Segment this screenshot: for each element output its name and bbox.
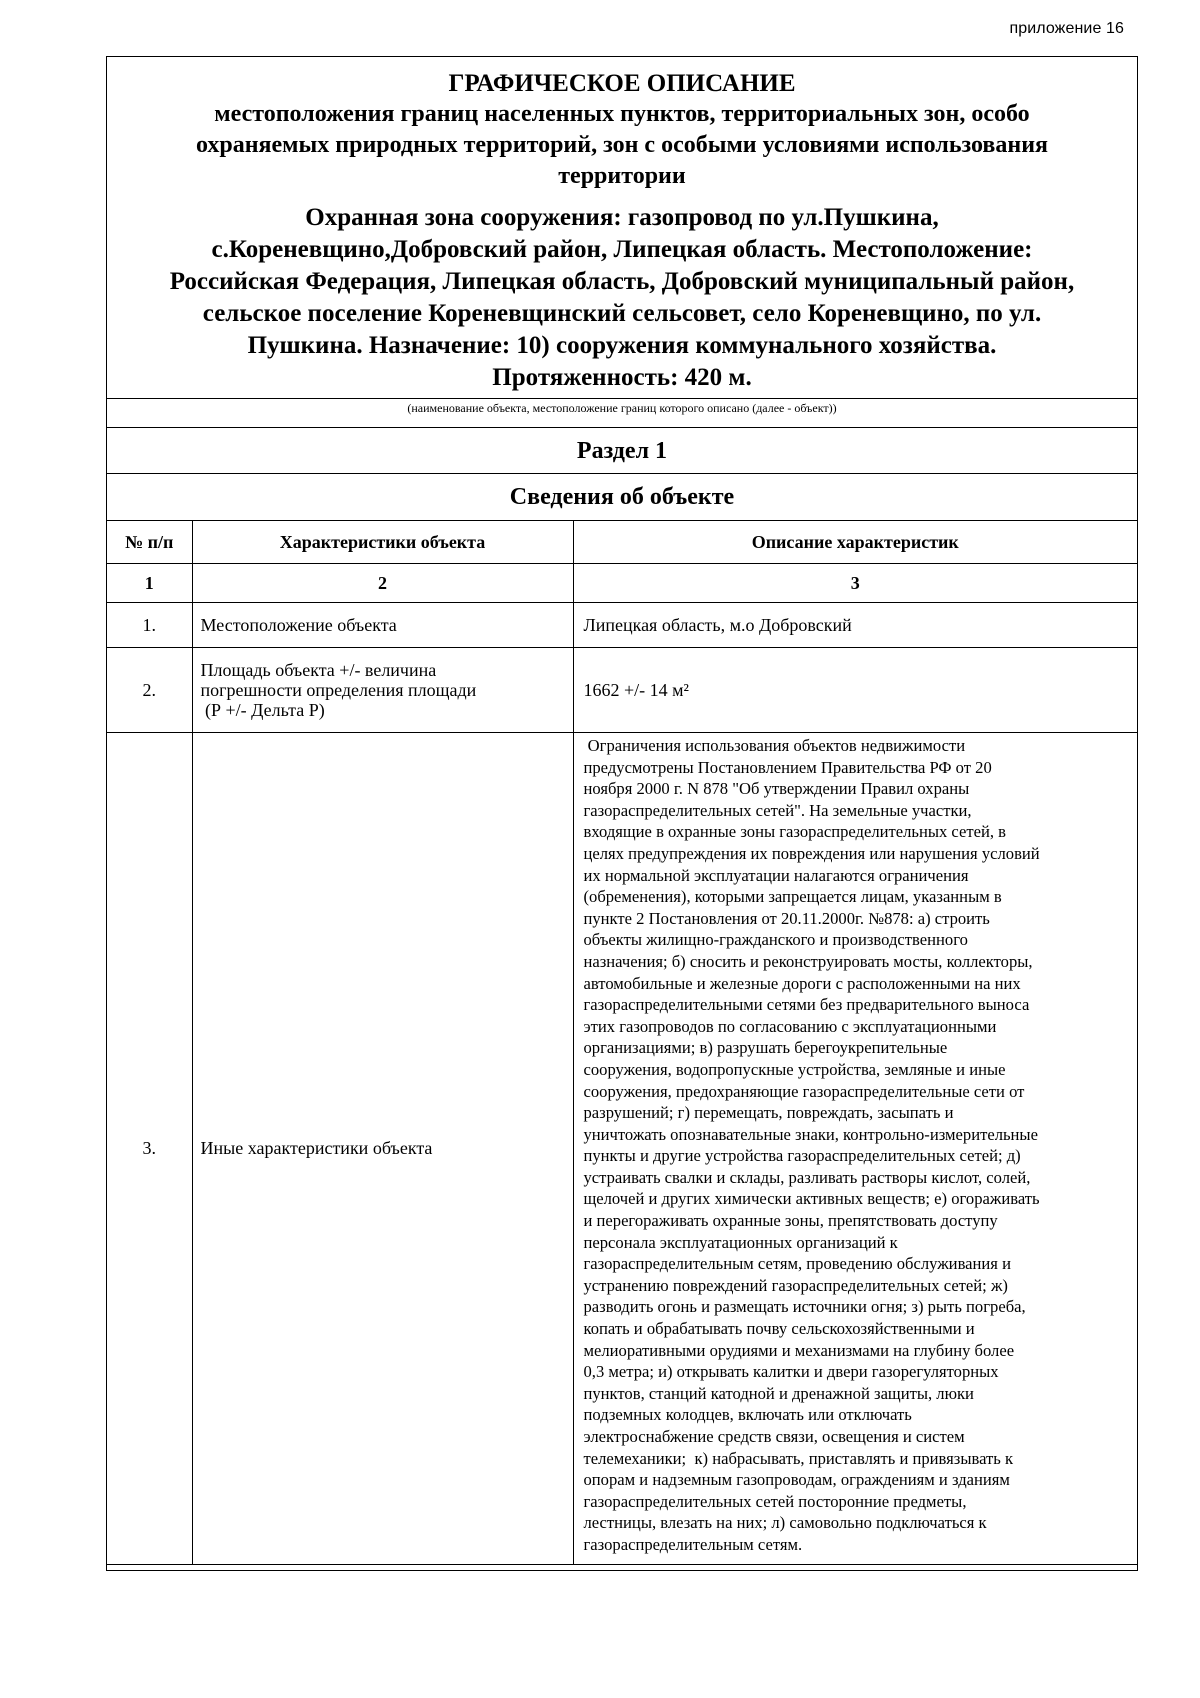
restriction-line: электроснабжение средств связи, освещения и систем — [583, 1427, 965, 1446]
section-title: Раздел 1 — [107, 427, 1137, 473]
restriction-line: сооружения, предохраняющие газораспределительные сети от — [583, 1081, 1025, 1101]
restriction-line: персонала эксплуатационных организаций к — [583, 1232, 898, 1252]
table-header-row — [107, 521, 1137, 564]
restriction-line: пункте 2 Постановления от 20.11.2000г. №878: а) строить — [583, 908, 990, 928]
restriction-line: автомобильные и железные дороги с расположенными на них — [583, 973, 1021, 993]
restriction-line: пункты и другие устройства газораспределительных сетей; д) — [583, 1146, 1021, 1166]
characteristic-line: Площадь объекта +/- величина — [200, 660, 437, 680]
subtitle-line: местоположения границ населенных пунктов, территориальных зон, особо — [214, 101, 1030, 127]
row-number: 2. — [107, 648, 192, 733]
row-description-restrictions — [573, 733, 1137, 1564]
object-line: сельское поселение Кореневщинский сельсовет, село Кореневщино, по ул. — [202, 300, 1042, 327]
restriction-line: пунктов, станций катодной и дренажной защиты, люки — [583, 1383, 974, 1403]
object-line: Протяженность: 420 м. — [492, 364, 752, 391]
restriction-line: газораспределительными сетями без предварительного выноса — [583, 995, 1030, 1015]
row-number: 1. — [107, 603, 192, 648]
column-number: 3 — [573, 564, 1137, 603]
restriction-line: этих газопроводов по согласованию с эксплуатационными — [583, 1016, 997, 1036]
restriction-line: устранению повреждений газораспределительных сетей; ж) — [583, 1275, 1008, 1295]
section-subtitle: Сведения об объекте — [107, 473, 1137, 520]
restriction-line: ноября 2000 г. N 878 "Об утверждении Правил охраны — [583, 779, 970, 799]
subtitle-line: территории — [558, 163, 686, 189]
restriction-line: газораспределительным сетям. — [583, 1534, 803, 1554]
restriction-line: устраивать свалки и склады, разливать растворы кислот, солей, — [583, 1167, 1031, 1187]
object-description — [117, 202, 1127, 398]
restriction-line: газораспределительным сетям, проведению обслуживания и — [583, 1254, 1011, 1274]
appendix-label: приложение 16 — [1009, 20, 1124, 37]
table-row — [107, 733, 1137, 1564]
row-characteristic: Иные характеристики объекта — [192, 733, 573, 1564]
restriction-line: и перегораживать охранные зоны, препятствовать доступу — [583, 1211, 998, 1231]
restriction-line: щелочей и других химически активных веществ; е) огораживать — [583, 1189, 1040, 1209]
restriction-line: лестницы, влезать на них; л) самовольно подключаться к — [583, 1513, 987, 1533]
restriction-line: Ограничения использования объектов недвижимости — [583, 736, 966, 755]
subtitle-line: охраняемых природных территорий, зон с особыми условиями использования — [195, 132, 1049, 158]
object-line: с.Кореневщино,Добровский район, Липецкая область. Местоположение: — [211, 236, 1033, 263]
table-bottom-rule — [107, 1564, 1137, 1571]
row-description: Липецкая область, м.о Добровский — [573, 603, 1137, 648]
restriction-line: объекты жилищно-гражданского и производственного — [583, 930, 968, 950]
object-line: Охранная зона сооружения: газопровод по ул.Пушкина, — [305, 204, 939, 231]
header-block — [107, 57, 1137, 398]
column-number: 1 — [107, 564, 192, 603]
row-characteristic — [192, 648, 573, 733]
column-header-number: № п/п — [107, 521, 192, 564]
object-caption: (наименование объекта, местоположение границ которого описано (далее - объект)) — [107, 398, 1137, 427]
restriction-line: мелиоративными орудиями и механизмами на глубину более — [583, 1340, 1015, 1360]
characteristic-line: погрешности определения площади — [200, 680, 477, 700]
object-line: Российская Федерация, Липецкая область, Добровский муниципальный район, — [169, 268, 1075, 295]
characteristic-line: (Р +/- Дельта Р) — [200, 700, 325, 720]
restriction-line: разводить огонь и размещать источники огня; з) рыть погреба, — [583, 1297, 1026, 1317]
document-subtitle — [117, 99, 1127, 192]
restriction-line: организациями; в) разрушать берегоукрепительные — [583, 1038, 948, 1058]
column-number-row — [107, 564, 1137, 603]
restriction-line: газораспределительных сетей". На земельные участки, — [583, 800, 972, 820]
restriction-line: копать и обрабатывать почву сельскохозяйственными и — [583, 1319, 975, 1339]
restriction-line: газораспределительных сетей посторонние предметы, — [583, 1491, 967, 1511]
description-frame — [106, 56, 1138, 1571]
restriction-line: (обременения), которыми запрещается лицам, указанным в — [583, 887, 1002, 907]
restriction-line: предусмотрены Постановлением Правительства РФ от 20 — [583, 757, 992, 777]
restriction-line: назначения; б) сносить и реконструировать мосты, коллекторы, — [583, 951, 1033, 971]
restriction-line: 0,3 метра; и) открывать калитки и двери газорегуляторных — [583, 1362, 999, 1382]
row-description: 1662 +/- 14 м² — [573, 648, 1137, 733]
column-header-characteristic: Характеристики объекта — [192, 521, 573, 564]
column-number: 2 — [192, 564, 573, 603]
restriction-line: подземных колодцев, включать или отключать — [583, 1405, 912, 1425]
restriction-line: сооружения, водопропускные устройства, земляные и иные — [583, 1059, 1006, 1079]
object-info-table — [107, 520, 1137, 1564]
column-header-description: Описание характеристик — [573, 521, 1137, 564]
restriction-line: уничтожать опознавательные знаки, контрольно-измерительные — [583, 1124, 1038, 1144]
object-line: Пушкина. Назначение: 10) сооружения коммунального хозяйства. — [247, 332, 997, 359]
restriction-line: телемеханики; к) набрасывать, приставлять и привязывать к — [583, 1448, 1014, 1468]
table-row — [107, 648, 1137, 733]
restriction-line: целях предупреждения их повреждения или нарушения условий — [583, 843, 1040, 863]
restriction-line: их нормальной эксплуатации налагаются ограничения — [583, 865, 969, 885]
restriction-line: входящие в охранные зоны газораспределительных сетей, в — [583, 822, 1006, 842]
row-characteristic: Местоположение объекта — [192, 603, 573, 648]
row-number: 3. — [107, 733, 192, 1564]
document-title: ГРАФИЧЕСКОЕ ОПИСАНИЕ — [448, 70, 796, 97]
restriction-line: разрушений; г) перемещать, повреждать, засыпать и — [583, 1103, 954, 1123]
table-row — [107, 603, 1137, 648]
restriction-line: опорам и надземным газопроводам, ограждениям и зданиям — [583, 1470, 1010, 1490]
